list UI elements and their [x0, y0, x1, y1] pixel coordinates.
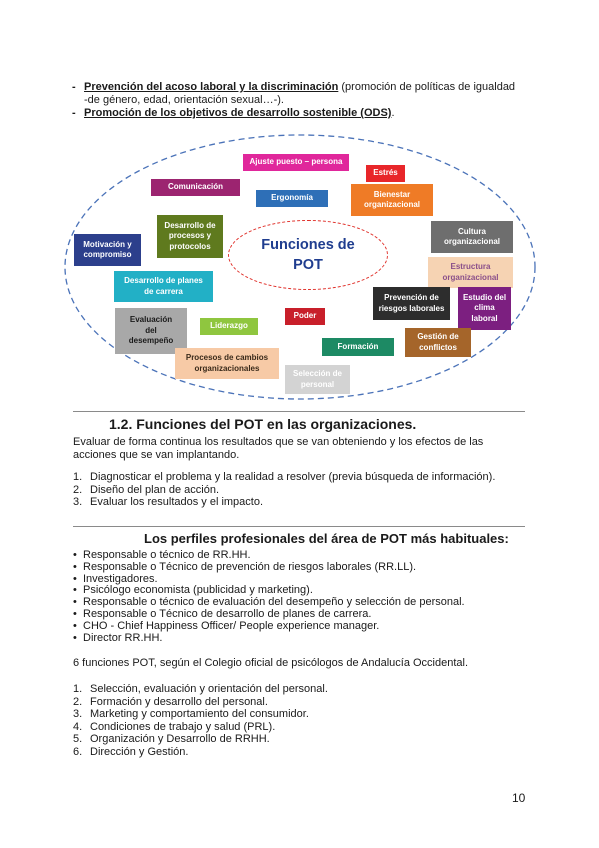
list-text: Diagnosticar el problema y la realidad a resolver (previa búsqueda de información). — [90, 471, 496, 483]
section-divider — [73, 411, 525, 412]
box-seleccion-personal — [285, 365, 350, 394]
bullet-marker: • — [73, 607, 77, 620]
list-text: Responsable o Técnico de desarrollo de planes de carrera. — [83, 607, 372, 620]
box-motivacion-compromiso — [74, 234, 141, 266]
box-label-line: riesgos laborales — [378, 303, 445, 313]
box-label-line: organizacional — [363, 200, 420, 209]
box-label-line: desempeño — [128, 336, 174, 346]
bullet-bold-text: Prevención del acoso laboral y la discriminación — [84, 81, 339, 93]
bullet-marker: • — [73, 584, 77, 597]
list-text: Director RR.HH. — [83, 631, 163, 644]
list-item — [73, 708, 328, 721]
bullet-text: . — [391, 107, 395, 119]
box-bienestar-organizacional — [351, 184, 433, 216]
box-estructura-organizacional — [428, 257, 513, 288]
box-label-line: Procesos de cambios — [185, 353, 269, 362]
list-item — [73, 633, 465, 645]
box-label-line: Poder — [293, 311, 317, 321]
list-text: Diseño del plan de acción. — [90, 483, 220, 496]
box-label-line: personal — [300, 379, 335, 389]
box-label-line: procesos y — [168, 231, 212, 241]
list-text: Organización y Desarrollo de RRHH. — [90, 733, 270, 745]
page-number: 10 — [512, 791, 526, 805]
box-label-line: Desarrollo de planes — [124, 276, 203, 285]
profiles-title: Los perfiles profesionales del área de POT más habituales: — [144, 531, 509, 546]
box-prevencion-riesgos — [373, 287, 450, 320]
center-line: Funciones de — [261, 237, 355, 253]
center-line: POT — [293, 257, 323, 273]
list-text: CHO - Chief Happiness Officer/ People experience manager. — [83, 619, 380, 632]
bullet-marker: • — [73, 631, 77, 644]
list-number: 4. — [73, 720, 83, 733]
box-label-line: clima — [474, 303, 495, 313]
bullet-acoso — [72, 81, 515, 94]
list-text: Investigadores. — [83, 572, 158, 585]
list-item — [73, 683, 328, 696]
box-ergonomia — [256, 190, 328, 207]
list-item — [73, 471, 495, 484]
list-text: Formación y desarrollo del personal. — [90, 695, 268, 708]
list-number: 1. — [73, 471, 83, 483]
bullet-text: (promoción de políticas de igualdad — [338, 81, 516, 93]
box-label-line: Formación — [337, 341, 379, 351]
box-label-line: compromiso — [83, 250, 132, 259]
steps-list — [73, 471, 495, 509]
list-text: Psicólogo economista (publicidad y marketing). — [83, 584, 313, 597]
list-number: 3. — [73, 496, 83, 508]
box-label-line: Evaluación — [129, 315, 173, 325]
bullet-marker: • — [73, 596, 77, 609]
box-label-line: Desarrollo de — [164, 220, 216, 230]
box-label-line: Bienestar — [373, 189, 411, 199]
bullet-marker: • — [73, 560, 77, 573]
section-title: 1.2. Funciones del POT en las organizaciones. — [109, 416, 417, 432]
box-estres — [366, 165, 405, 182]
box-cultura-organizacional — [431, 221, 513, 253]
box-label-line: organizacional — [442, 272, 499, 282]
list-number: 3. — [73, 708, 83, 720]
list-text: Responsable o técnico de RR.HH. — [83, 549, 251, 561]
bullet-marker: • — [73, 549, 77, 561]
bullet-marker: - — [72, 81, 76, 93]
colegio-list — [73, 683, 328, 758]
bullet-marker: • — [73, 619, 77, 632]
list-item — [73, 496, 495, 509]
box-desarrollo-procesos — [157, 215, 223, 258]
box-gestion-conflictos — [405, 328, 471, 357]
profiles-list — [73, 550, 465, 644]
box-label-line: Liderazgo — [210, 321, 248, 331]
box-label-line: laboral — [471, 313, 498, 323]
list-text: Responsable o técnico de evaluación del desempeño y selección de personal. — [83, 596, 465, 609]
box-label-line: Estrés — [373, 168, 398, 178]
box-estudio-clima — [458, 287, 511, 330]
box-procesos-cambios — [175, 348, 279, 379]
box-poder — [285, 308, 325, 325]
bullet-marker: • — [73, 572, 77, 585]
box-label-line: Ajuste puesto – persona — [249, 157, 343, 167]
diagram-center — [228, 220, 388, 290]
box-label-line: Cultura — [457, 226, 486, 236]
list-number: 6. — [73, 745, 83, 758]
list-text: Condiciones de trabajo y salud (PRL). — [90, 720, 276, 733]
list-item — [73, 696, 328, 709]
box-label-line: organizacional — [443, 237, 500, 246]
list-item — [73, 484, 495, 497]
box-label-line: protocolos — [169, 241, 211, 251]
box-label-line: Comunicación — [167, 182, 224, 192]
box-label-line: Selección de — [293, 369, 342, 378]
box-label-line: Estructura — [450, 262, 491, 271]
box-label-line: Ergonomía — [271, 193, 313, 203]
colegio-intro: 6 funciones POT, según el Colegio oficial de psicólogos de Andalucía Occidental. — [73, 657, 469, 669]
funciones-pot-diagram — [60, 130, 540, 405]
list-number: 2. — [73, 483, 83, 496]
box-comunicacion — [151, 179, 240, 196]
box-label-line: Prevención de — [384, 293, 439, 302]
list-text: Selección, evaluación y orientación del personal. — [90, 683, 328, 695]
section-intro-line: Evaluar de forma continua los resultados que se van obteniendo y los efectos de las — [73, 436, 484, 448]
box-label-line: organizacionales — [194, 363, 260, 373]
list-number: 2. — [73, 695, 83, 708]
list-number: 1. — [73, 683, 83, 695]
bullet-ods — [72, 107, 395, 120]
section-divider — [73, 526, 525, 527]
box-label-line: Estudio del — [462, 292, 507, 302]
list-text: Responsable o Técnico de prevención de riesgos laborales (RR.LL). — [83, 560, 417, 573]
box-label-line: conflictos — [419, 342, 457, 352]
box-formacion — [322, 338, 394, 356]
bullet-bold-text: Promoción de los objetivos de desarrollo sostenible (ODS) — [84, 107, 392, 119]
bullet-acoso-continuation: -de género, edad, orientación sexual…-). — [84, 94, 284, 106]
list-text: Evaluar los resultados y el impacto. — [90, 496, 264, 508]
box-label-line: de carrera — [144, 286, 183, 296]
list-item — [73, 721, 328, 734]
list-item — [73, 746, 328, 759]
box-ajuste-puesto-persona — [243, 154, 349, 171]
section-intro-line: acciones que se van implantando. — [73, 449, 240, 461]
box-label-line: Gestión de — [417, 332, 459, 341]
list-text: Marketing y comportamiento del consumidor. — [90, 708, 309, 720]
list-number: 5. — [73, 733, 83, 745]
list-text: Dirección y Gestión. — [90, 745, 189, 758]
box-desarrollo-planes-carrera — [114, 271, 213, 302]
box-label-line: Motivación y — [83, 239, 132, 249]
box-label-line: del — [145, 325, 157, 335]
box-liderazgo — [200, 318, 258, 335]
list-item — [73, 733, 328, 746]
bullet-marker: - — [72, 107, 76, 119]
